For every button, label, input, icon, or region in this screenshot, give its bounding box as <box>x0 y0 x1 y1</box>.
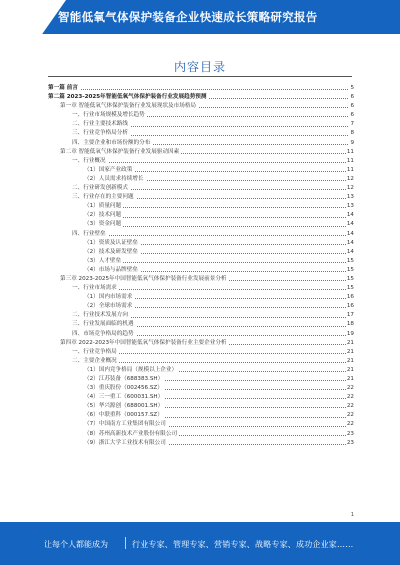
toc-entry-page: 22 <box>346 411 354 420</box>
toc-entry-page: 23 <box>346 439 354 448</box>
toc-entry-label: 二、行业技术发展方向 <box>72 311 130 320</box>
toc-entry-page: 21 <box>346 339 354 348</box>
toc-entry[interactable] <box>0 275 400 284</box>
toc-entry[interactable] <box>0 220 400 229</box>
toc-entry-label: 第二章 智能低氧气体保护装备行业发展驱动因素 <box>60 148 181 157</box>
toc-entry-label: 三、行业发展面临的机遇 <box>72 320 136 329</box>
toc-entry[interactable] <box>0 111 400 120</box>
toc-entry-page: 9 <box>349 139 354 148</box>
toc-entry[interactable] <box>0 93 400 102</box>
toc-entry-page: 21 <box>346 357 354 366</box>
toc-entry-label: （4）三一重工（600031.SH） <box>84 393 165 402</box>
toc-entry[interactable] <box>0 311 400 320</box>
toc-entry[interactable] <box>0 157 400 166</box>
toc-entry-page: 6 <box>349 93 354 102</box>
toc-entry[interactable] <box>0 293 400 302</box>
table-of-contents <box>0 84 400 448</box>
toc-entry-page: 14 <box>346 248 354 257</box>
toc-entry-label: 四、行业壁垒 <box>72 230 108 239</box>
toc-entry[interactable] <box>0 230 400 239</box>
toc-entry-label: （3）资金问题 <box>84 220 123 229</box>
toc-entry[interactable] <box>0 439 400 448</box>
toc-entry-label: 二、行业主要技术路线 <box>72 120 130 129</box>
toc-entry-label: （1）资质及认证壁垒 <box>84 239 140 248</box>
toc-entry-label: 一、行业概况 <box>72 157 108 166</box>
toc-entry-label: （2）技术问题 <box>84 211 123 220</box>
toc-entry-page: 16 <box>346 302 354 311</box>
toc-entry-page: 15 <box>346 284 354 293</box>
toc-leader-dots <box>84 226 350 227</box>
toc-entry-label: （9）浙江大学工业技术有限公司 <box>84 439 168 448</box>
toc-entry[interactable] <box>0 202 400 211</box>
toc-entry-page: 22 <box>346 384 354 393</box>
toc-entry-page: 12 <box>346 175 354 184</box>
toc-entry-page: 6 <box>349 111 354 120</box>
toc-divider <box>48 76 352 77</box>
toc-entry-page: 23 <box>346 430 354 439</box>
toc-leader-dots <box>84 207 350 208</box>
toc-entry-page: 22 <box>346 393 354 402</box>
toc-entry-label: 一、行业市场需求 <box>72 284 119 293</box>
toc-entry[interactable] <box>0 257 400 266</box>
toc-entry-page: 14 <box>346 211 354 220</box>
toc-entry-page: 21 <box>346 348 354 357</box>
toc-entry-page: 5 <box>349 84 354 93</box>
toc-leader-dots <box>48 89 350 90</box>
toc-entry-label: 第二篇 2023-2025年智能低氧气体保护装备行业发展趋势预测 <box>48 93 208 102</box>
toc-entry-label: 三、行业竞争格局分析 <box>72 129 130 138</box>
toc-entry[interactable] <box>0 430 400 439</box>
toc-entry-label: 第一章 智能低氧气体保护装备行业发展现状及市场格局 <box>60 102 198 111</box>
toc-entry[interactable] <box>0 193 400 202</box>
toc-entry[interactable] <box>0 129 400 138</box>
toc-entry-page: 22 <box>346 420 354 429</box>
toc-entry[interactable] <box>0 366 400 375</box>
toc-entry[interactable] <box>0 393 400 402</box>
toc-entry-label: 第一篇 前言 <box>48 84 80 93</box>
toc-entry-label: 第三章 2023-2025年中国智能低氧气体保护装备行业发展前景分析 <box>60 275 229 284</box>
toc-entry-page: 19 <box>346 330 354 339</box>
toc-entry-page: 14 <box>346 239 354 248</box>
footer-slogan-right: 行业专家、管理专家、营销专家、战略专家、成功企业家…… <box>132 540 354 549</box>
toc-entry-page: 18 <box>346 320 354 329</box>
toc-entry-label: 一、行业竞争格局 <box>72 348 119 357</box>
toc-entry[interactable] <box>0 175 400 184</box>
toc-entry-label: （2）技术及研发壁垒 <box>84 248 140 257</box>
toc-entry-page: 14 <box>346 220 354 229</box>
toc-entry[interactable] <box>0 339 400 348</box>
toc-entry-page: 12 <box>346 184 354 193</box>
toc-entry-page: 16 <box>346 293 354 302</box>
toc-entry[interactable] <box>0 411 400 420</box>
toc-entry-page: 11 <box>346 157 354 166</box>
toc-entry-label: （1）国内市场需求 <box>84 293 134 302</box>
toc-entry[interactable] <box>0 348 400 357</box>
toc-entry-label: 三、行业存在的主要问题 <box>72 193 136 202</box>
toc-leader-dots <box>84 262 350 263</box>
toc-entry[interactable] <box>0 148 400 157</box>
toc-entry-label: 二、主要企业概况 <box>72 357 119 366</box>
toc-entry[interactable] <box>0 375 400 384</box>
toc-entry[interactable] <box>0 302 400 311</box>
toc-entry[interactable] <box>0 120 400 129</box>
toc-entry[interactable] <box>0 139 400 148</box>
report-header <box>0 0 400 34</box>
toc-entry[interactable] <box>0 102 400 111</box>
report-title: 智能低氧气体保护装备企业快速成长策略研究报告 <box>58 10 318 24</box>
toc-entry[interactable] <box>0 402 400 411</box>
toc-entry-label: （3）人才壁垒 <box>84 257 123 266</box>
toc-entry-page: 15 <box>346 257 354 266</box>
toc-entry[interactable] <box>0 384 400 393</box>
toc-entry-page: 11 <box>346 148 354 157</box>
toc-entry-page: 15 <box>346 275 354 284</box>
toc-entry-label: 一、行业市场规模及增长趋势 <box>72 111 147 120</box>
toc-entry[interactable] <box>0 330 400 339</box>
toc-entry[interactable] <box>0 166 400 175</box>
toc-entry-page: 11 <box>346 166 354 175</box>
toc-entry-page: 8 <box>349 129 354 138</box>
toc-entry-label: （7）中国南方工业集团有限公司 <box>84 420 168 429</box>
toc-entry[interactable] <box>0 211 400 220</box>
toc-entry-label: （6）中联重科（000157.SZ） <box>84 411 165 420</box>
toc-entry-label: 第四章 2022-2023年中国智能低氧气体保护装备行业主要企业分析 <box>60 339 229 348</box>
toc-entry-page: 17 <box>346 311 354 320</box>
toc-entry-page: 22 <box>346 402 354 411</box>
toc-entry-page: 13 <box>346 202 354 211</box>
toc-entry-label: （2）人员需求持续增长 <box>84 175 146 184</box>
toc-entry-page: 21 <box>346 366 354 375</box>
toc-entry-page: 14 <box>346 230 354 239</box>
toc-entry-page: 7 <box>349 120 354 129</box>
toc-entry-label: （2）全球市场需求 <box>84 302 134 311</box>
toc-entry[interactable] <box>0 284 400 293</box>
footer-separator <box>125 537 126 549</box>
toc-entry[interactable] <box>0 266 400 275</box>
toc-entry-page: 15 <box>346 266 354 275</box>
toc-entry-page: 13 <box>346 193 354 202</box>
toc-entry-label: （2）江苏装备（688383.SH） <box>84 375 165 384</box>
toc-entry[interactable] <box>0 420 400 429</box>
toc-entry-label: （5）华兴源创（688001.SH） <box>84 402 165 411</box>
page-number: 1 <box>350 512 354 518</box>
toc-entry-label: 四、主要企业和市场份额的分布 <box>72 139 152 148</box>
footer-slogan-left: 让每个人都能成为 <box>44 540 108 549</box>
toc-entry-label: （1）质量问题 <box>84 202 123 211</box>
toc-entry-page: 6 <box>349 102 354 111</box>
toc-entry-label: （1）国内竞争格局（规模以上企业） <box>84 366 179 375</box>
toc-entry[interactable] <box>0 357 400 366</box>
toc-entry-label: （1）国家产业政策 <box>84 166 134 175</box>
toc-entry[interactable] <box>0 320 400 329</box>
report-footer <box>0 522 400 565</box>
toc-entry-label: （3）重庆股份（002456.SZ） <box>84 384 165 393</box>
toc-entry[interactable] <box>0 239 400 248</box>
toc-entry-label: （8）苏州高新技术产业股份有限公司 <box>84 430 179 439</box>
toc-entry[interactable] <box>0 184 400 193</box>
toc-entry[interactable] <box>0 84 400 93</box>
toc-entry-page: 21 <box>346 375 354 384</box>
toc-title: 内容目录 <box>173 60 226 74</box>
toc-leader-dots <box>72 235 350 236</box>
toc-leader-dots <box>84 217 350 218</box>
toc-leader-dots <box>72 162 350 163</box>
toc-entry-label: （4）市场与品牌壁垒 <box>84 266 140 275</box>
toc-entry-label: 四、市场竞争格局的趋势 <box>72 330 136 339</box>
toc-entry[interactable] <box>0 248 400 257</box>
toc-entry-label: 二、行业研发创新模式 <box>72 184 130 193</box>
